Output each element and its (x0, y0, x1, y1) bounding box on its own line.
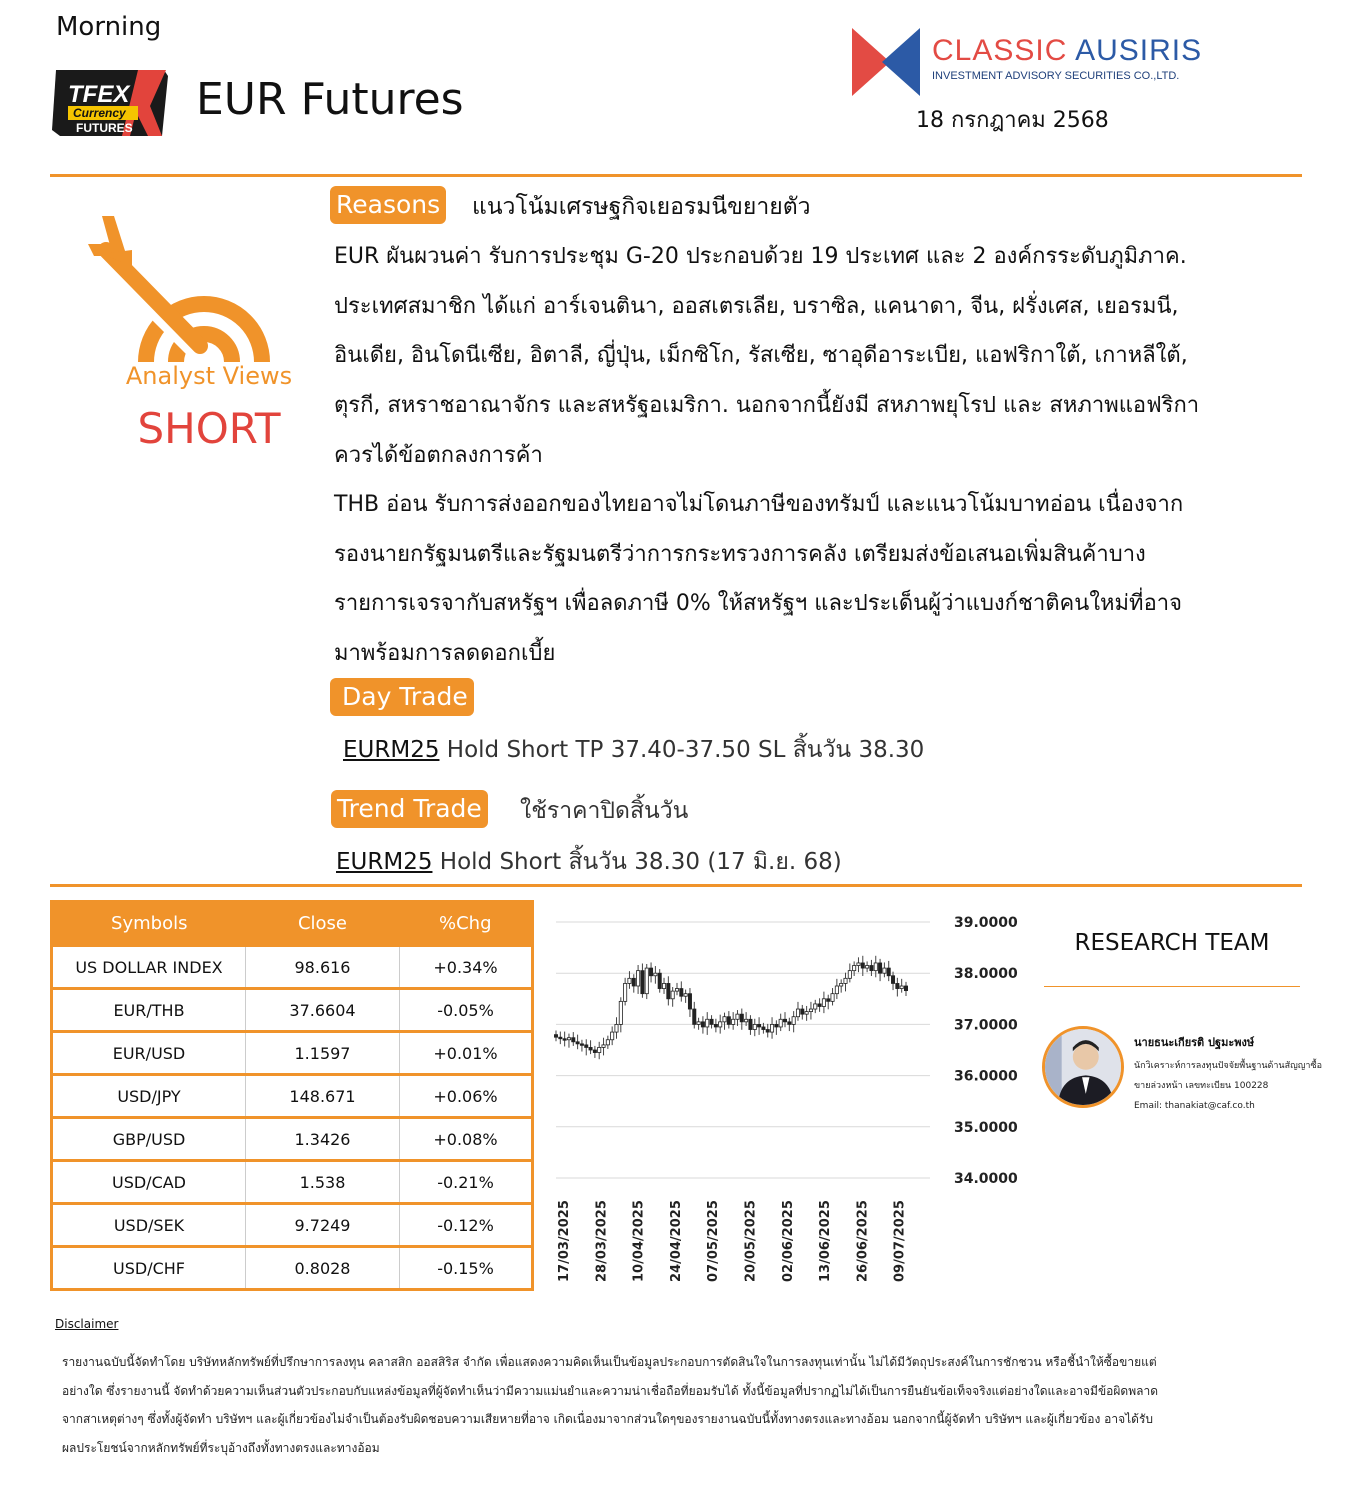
candle (878, 963, 881, 973)
x-tick-label: 17/03/2025 (557, 1200, 572, 1282)
report-date: 18 กรกฎาคม 2568 (916, 108, 1109, 133)
candle (887, 968, 890, 976)
change-cell: -0.12% (400, 1204, 533, 1247)
analyst-details (1134, 1056, 1322, 1116)
table-row (52, 989, 533, 1032)
candle (818, 1004, 821, 1007)
symbol-cell: EUR/USD (52, 1032, 246, 1075)
x-tick-label: 20/05/2025 (743, 1200, 759, 1282)
candle (567, 1038, 570, 1040)
x-tick-label: 28/03/2025 (594, 1200, 610, 1282)
candle (654, 973, 657, 976)
candle (675, 989, 678, 992)
candle (593, 1050, 596, 1053)
candle (783, 1019, 786, 1022)
close-cell: 148.671 (246, 1075, 400, 1118)
candle (585, 1045, 588, 1048)
candle (866, 966, 869, 969)
text-line: รองนายกรัฐมนตรีและรัฐมนตรีว่าการกระทรวงการคลัง เตรียมส่งข้อเสนอเพิ่มสินค้าบาง (334, 541, 1146, 567)
candle (745, 1019, 748, 1022)
tfex-logo-line2: Currency (73, 106, 126, 120)
divider (50, 884, 1302, 887)
candle (576, 1042, 579, 1044)
candle (736, 1014, 739, 1019)
candle (801, 1009, 804, 1014)
analyst-email: Email: thanakiat@caf.co.th (1134, 1101, 1255, 1111)
candle (753, 1024, 756, 1029)
candle (749, 1019, 752, 1029)
candle (779, 1019, 782, 1027)
candle (641, 971, 644, 994)
candle (900, 986, 903, 989)
edition-label: Morning (56, 12, 162, 42)
x-tick-label: 13/06/2025 (818, 1200, 834, 1282)
candle (636, 971, 639, 986)
change-cell: -0.21% (400, 1161, 533, 1204)
table-row (52, 1075, 533, 1118)
candle (693, 1009, 696, 1024)
candle (632, 978, 635, 986)
disclaimer-line: อย่างใด ซึ่งรายงานนี้ จัดทำด้วยความเห็นส่วนตัวประกอบกับแหล่งข้อมูลที่ผู้จัดทำเห็นว่ามีความแม่นยำและความน่าเชื่อถือที่ยอมรับได้ ทั้งนี้ข้อมูลที่ปรากฏไม่ได้เป็นการยืนยันข้อเท็จจริงแต่อย่างใดและอาจมีข้อผิดพลาด (62, 1383, 1158, 1398)
candle (831, 994, 834, 1002)
close-cell: 1.1597 (246, 1032, 400, 1075)
text-line: THB อ่อน รับการส่งออกของไทยอาจไม่โดนภาษีของทรัมป์ และแนวโน้มบาทอ่อน เนื่องจาก (334, 492, 1184, 517)
table-row (52, 1161, 533, 1204)
close-cell: 9.7249 (246, 1204, 400, 1247)
candle (662, 983, 665, 988)
candle (861, 963, 864, 968)
candle (680, 989, 683, 997)
close-cell: 37.6604 (246, 989, 400, 1032)
candle (572, 1038, 575, 1042)
candle (619, 1001, 622, 1024)
candle (762, 1027, 765, 1030)
close-cell: 1.3426 (246, 1118, 400, 1161)
classic-ausiris-logo-icon (850, 26, 922, 98)
candle (714, 1024, 717, 1027)
table-row (52, 1118, 533, 1161)
candle (727, 1017, 730, 1025)
candle (559, 1037, 562, 1039)
change-cell: -0.15% (400, 1247, 533, 1290)
x-tick-label: 26/06/2025 (855, 1200, 871, 1282)
candle (870, 966, 873, 971)
candle (554, 1035, 557, 1038)
research-team-title: RESEARCH TEAM (1074, 930, 1270, 956)
change-cell: -0.05% (400, 989, 533, 1032)
change-cell: +0.08% (400, 1118, 533, 1161)
reasons-heading: แนวโน้มเศรษฐกิจเยอรมนีขยายตัว (472, 194, 811, 220)
candle (883, 968, 886, 973)
disclaimer-line: ผลประโยชน์จากหลักทรัพย์ที่ระบุอ้างถึงทั้งทางตรงและทางอ้อม (62, 1440, 380, 1455)
tfex-logo-line1: TFEX (68, 81, 130, 108)
tfex-logo-line3: FUTURES (76, 121, 133, 135)
page-title: EUR Futures (196, 74, 464, 125)
candle (602, 1045, 605, 1048)
candle (671, 991, 674, 999)
text-line: EUR ผันผวนค่า รับการประชุม G-20 ประกอบด้วย 19 ประเทศ และ 2 องค์กรระดับภูมิภาค. (334, 244, 1187, 269)
day-trade-recommendation (343, 732, 924, 768)
y-tick-label: 36.0000 (954, 1068, 1018, 1085)
candle (624, 983, 627, 1001)
x-tick-label: 10/04/2025 (631, 1200, 647, 1282)
text-line: ประเทศสมาชิก ได้แก่ อาร์เจนตินา, ออสเตรเลีย, บราซิล, แคนาดา, จีน, ฝรั่งเศส, เยอรมนี, (334, 293, 1179, 319)
candle (740, 1014, 743, 1022)
day-trade-label: Day Trade (330, 678, 474, 716)
close-cell: 1.538 (246, 1161, 400, 1204)
table-header-row (52, 902, 533, 946)
candle (667, 983, 670, 998)
candle (697, 1022, 700, 1025)
candle (904, 986, 907, 991)
disclaimer-line: รายงานฉบับนี้จัดทำโดย บริษัทหลักทรัพย์ที่ปรึกษาการลงทุน คลาสสิก ออสสิริส จำกัด เพื่อแสดงความคิดเห็นเป็นข้อมูลประกอบการตัดสินใจในการลงทุนเท่านั้น ไม่ได้มีวัตถุประสงค์ในการชักชวน หรือชี้นำให้ซื้อขายแต่ (62, 1355, 1157, 1369)
candle (757, 1024, 760, 1027)
target-arrow-icon (80, 214, 294, 364)
analyst-name: นายธนะเกียรติ ปฐมะพงษ์ (1134, 1036, 1255, 1049)
candle (589, 1047, 592, 1050)
symbol-cell: EUR/THB (52, 989, 246, 1032)
symbol-cell: US DOLLAR INDEX (52, 946, 246, 989)
table-row (52, 946, 533, 989)
close-cell: 98.616 (246, 946, 400, 989)
candle (563, 1039, 566, 1041)
trend-trade-label: Trend Trade (331, 790, 488, 828)
candle (809, 1009, 812, 1012)
analyst-license: ขายล่วงหน้า เลขทะเบียน 100228 (1134, 1081, 1269, 1091)
tfex-currency-futures-logo (50, 66, 170, 140)
candle (874, 963, 877, 971)
text-line: รายการเจรจากับสหรัฐฯ เพื่อลดภาษี 0% ให้สหรัฐฯ และประเด็นผู้ว่าแบงก์ชาติคนใหม่ที่อาจ (334, 591, 1183, 617)
candle (684, 994, 687, 997)
candle (792, 1017, 795, 1025)
text-line: อินเดีย, อินโดนีเซีย, อิตาลี, ญี่ปุ่น, เม็กซิโก, รัสเซีย, ซาอุดีอาระเบีย, แอฟริกาใต้, เกาหลีใต้, (334, 343, 1188, 369)
candle (848, 971, 851, 979)
symbol-cell: USD/CAD (52, 1161, 246, 1204)
symbol-cell: GBP/USD (52, 1118, 246, 1161)
candle (770, 1024, 773, 1032)
candle (706, 1019, 709, 1027)
candle (891, 976, 894, 984)
symbol-cell: USD/JPY (52, 1075, 246, 1118)
candle (598, 1047, 601, 1052)
candle (788, 1022, 791, 1025)
brand-name: CLASSIC AUSIRIS (932, 34, 1203, 67)
disclaimer-line: จากสาเหตุต่างๆ ซึ่งทั้งผู้จัดทำ บริษัทฯ และผู้เกี่ยวข้องไม่จำเป็นต้องรับผิดชอบความเสียหายที่อาจ เกิดเนื่องมาจากส่วนใดๆของรายงานฉบับนี้ทั้งทางตรงและทางอ้อม นอกจากนี้ผู้จัดทำ บริษัทฯ และผู้เกี่ยวข้อง อาจได้รับ (62, 1412, 1154, 1426)
candle (835, 986, 838, 994)
change-cell: +0.01% (400, 1032, 533, 1075)
day-trade-text: Hold Short TP 37.40-37.50 SL สิ้นวัน 38.30 (439, 737, 925, 763)
candle (844, 978, 847, 983)
candle (719, 1022, 722, 1027)
change-cell: +0.34% (400, 946, 533, 989)
disclaimer-body (62, 1348, 1292, 1462)
close-cell: 0.8028 (246, 1247, 400, 1290)
x-tick-label: 09/07/2025 (892, 1200, 908, 1282)
candle (796, 1009, 799, 1017)
candle (701, 1022, 704, 1027)
table-row (52, 1032, 533, 1075)
trend-trade-symbol: EURM25 (336, 849, 433, 875)
trend-trade-heading: ใช้ราคาปิดสิ้นวัน (520, 798, 689, 824)
candle (827, 999, 830, 1002)
candle (853, 966, 856, 971)
symbol-cell: USD/CHF (52, 1247, 246, 1290)
disclaimer-title: Disclaimer (55, 1317, 119, 1331)
y-tick-label: 35.0000 (954, 1119, 1018, 1136)
candle (766, 1030, 769, 1033)
reasons-paragraph-thb (334, 480, 1304, 679)
day-trade-symbol: EURM25 (343, 737, 440, 763)
candle (688, 994, 691, 1009)
person-photo-icon (1045, 1029, 1121, 1105)
analyst-avatar (1042, 1026, 1124, 1108)
candle (649, 968, 652, 976)
candle (606, 1040, 609, 1045)
x-tick-label: 24/04/2025 (668, 1200, 684, 1282)
table-row (52, 1204, 533, 1247)
x-tick-label: 02/06/2025 (780, 1200, 796, 1282)
text-line: ควรได้ข้อตกลงการค้า (334, 442, 543, 468)
candle (723, 1017, 726, 1022)
reasons-paragraph-eur (334, 232, 1304, 481)
table-row (52, 1247, 533, 1290)
candle (580, 1044, 583, 1046)
candle (628, 978, 631, 983)
eur-thb-candlestick-chart (540, 900, 1040, 1290)
brand-subtitle: INVESTMENT ADVISORY SECURITIES CO.,LTD. (932, 70, 1180, 82)
analyst-call: SHORT (137, 404, 281, 453)
candle (857, 963, 860, 966)
analyst-views-label: Analyst Views (125, 362, 293, 390)
candle (611, 1032, 614, 1040)
y-tick-label: 37.0000 (954, 1017, 1018, 1034)
col-header-close: Close (246, 902, 400, 946)
candle (732, 1019, 735, 1024)
y-tick-label: 38.0000 (954, 966, 1018, 983)
trend-trade-text: Hold Short สิ้นวัน 38.30 (17 มิ.ย. 68) (432, 849, 842, 875)
reasons-label: Reasons (330, 186, 446, 224)
market-table (50, 900, 534, 1291)
candle (658, 973, 661, 988)
y-tick-label: 39.0000 (954, 915, 1018, 931)
text-line: มาพร้อมการลดดอกเบี้ย (334, 641, 556, 667)
y-tick-label: 34.0000 (954, 1171, 1018, 1187)
candle (645, 968, 648, 994)
trend-trade-recommendation (336, 844, 842, 880)
candle (615, 1024, 618, 1032)
candle (840, 983, 843, 986)
candle (814, 1004, 817, 1009)
col-header-symbols: Symbols (52, 902, 246, 946)
candle (896, 983, 899, 988)
col-header-chg: %Chg (400, 902, 533, 946)
x-tick-label: 07/05/2025 (706, 1200, 722, 1282)
analyst-role: นักวิเคราะห์การลงทุนปัจจัยพื้นฐานด้านสัญญาซื้อ (1134, 1061, 1322, 1071)
change-cell: +0.06% (400, 1075, 533, 1118)
candle (805, 1012, 808, 1015)
symbol-cell: USD/SEK (52, 1204, 246, 1247)
divider (1044, 986, 1300, 987)
candle (822, 999, 825, 1007)
text-line: ตุรกี, สหราชอาณาจักร และสหรัฐอเมริกา. นอกจากนี้ยังมี สหภาพยุโรป และ สหภาพแอฟริกา (334, 393, 1200, 419)
candle (710, 1019, 713, 1024)
divider (50, 174, 1302, 177)
candle (775, 1024, 778, 1027)
